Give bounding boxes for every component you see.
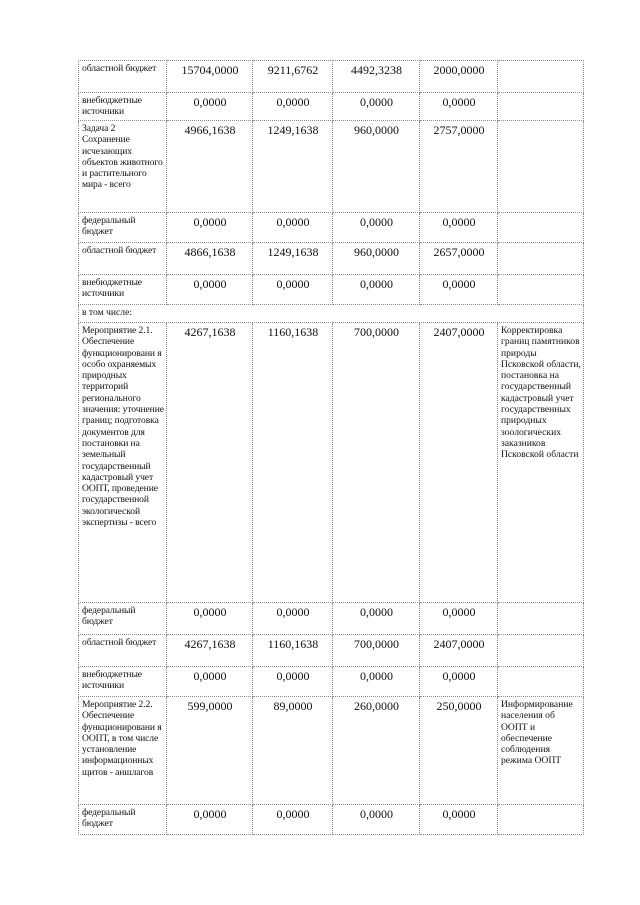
table-row (79, 121, 584, 213)
row-label: внебюджетные источники (79, 93, 167, 121)
value-total: 0,0000 (167, 603, 253, 635)
value-year-3: 0,0000 (420, 93, 498, 121)
row-note (498, 61, 584, 93)
value-year-2: 700,0000 (333, 635, 420, 667)
table-row (79, 243, 584, 275)
value-total: 0,0000 (167, 93, 253, 121)
value-year-2: 0,0000 (333, 805, 420, 835)
value-year-2: 0,0000 (333, 667, 420, 697)
value-year-3: 0,0000 (420, 275, 498, 305)
value-year-2: 700,0000 (333, 323, 420, 603)
value-year-3: 2757,0000 (420, 121, 498, 213)
row-label: Мероприятие 2.2. Обеспечение функционировани я ООПТ, в том числе установление информационных щитов - аншлагов (79, 697, 167, 805)
table-row (79, 697, 584, 805)
value-total: 599,0000 (167, 697, 253, 805)
table-row (79, 275, 584, 305)
value-total: 4866,1638 (167, 243, 253, 275)
row-note (498, 243, 584, 275)
row-note (498, 275, 584, 305)
value-total: 15704,0000 (167, 61, 253, 93)
value-year-2: 0,0000 (333, 275, 420, 305)
value-year-3: 2407,0000 (420, 323, 498, 603)
table-row (79, 635, 584, 667)
row-note (498, 635, 584, 667)
row-label: федеральный бюджет (79, 213, 167, 243)
table-row (79, 323, 584, 603)
value-total: 4966,1638 (167, 121, 253, 213)
value-year-3: 2407,0000 (420, 635, 498, 667)
value-total: 4267,1638 (167, 323, 253, 603)
row-note: Информирование населения об ООПТ и обеспечение соблюдения режима ООПТ (498, 697, 584, 805)
row-note (498, 667, 584, 697)
value-total: 0,0000 (167, 805, 253, 835)
row-note (498, 603, 584, 635)
value-total: 0,0000 (167, 275, 253, 305)
value-year-1: 89,0000 (253, 697, 333, 805)
value-year-3: 0,0000 (420, 213, 498, 243)
value-year-1: 0,0000 (253, 667, 333, 697)
value-year-1: 0,0000 (253, 93, 333, 121)
row-label: федеральный бюджет (79, 805, 167, 835)
value-year-3: 0,0000 (420, 667, 498, 697)
value-year-1: 0,0000 (253, 213, 333, 243)
table-row (79, 61, 584, 93)
row-note: Корректировка границ памятников природы Псковской области, постановка на государственный кадастровый учет государственных природных зоологических заказников Псковской области (498, 323, 584, 603)
row-label: областной бюджет (79, 61, 167, 93)
value-year-1: 9211,6762 (253, 61, 333, 93)
value-year-1: 1249,1638 (253, 121, 333, 213)
row-label: Задача 2 Сохранение исчезающих объектов животного и растительного мира - всего (79, 121, 167, 213)
budget-table (78, 60, 584, 835)
row-label: Мероприятие 2.1. Обеспечение функционировани я особо охраняемых природных территорий регионального значения: уточнение границ; подготовка документов для постановки на земельный государственный кадастровый учет ООПТ, проведение государственной экологической экспертизы - всего (79, 323, 167, 603)
row-label: областной бюджет (79, 635, 167, 667)
row-label: внебюджетные источники (79, 667, 167, 697)
value-year-3: 0,0000 (420, 805, 498, 835)
table-row (79, 603, 584, 635)
value-year-2: 260,0000 (333, 697, 420, 805)
section-subheading: в том числе: (79, 305, 584, 323)
row-label: областной бюджет (79, 243, 167, 275)
value-year-3: 2000,0000 (420, 61, 498, 93)
row-label: федеральный бюджет (79, 603, 167, 635)
row-note (498, 213, 584, 243)
value-year-3: 250,0000 (420, 697, 498, 805)
table-row (79, 805, 584, 835)
row-label: внебюджетные источники (79, 275, 167, 305)
value-year-2: 0,0000 (333, 93, 420, 121)
value-total: 4267,1638 (167, 635, 253, 667)
value-year-2: 4492,3238 (333, 61, 420, 93)
value-total: 0,0000 (167, 667, 253, 697)
row-note (498, 121, 584, 213)
value-year-1: 0,0000 (253, 275, 333, 305)
value-year-1: 1160,1638 (253, 323, 333, 603)
value-year-3: 2657,0000 (420, 243, 498, 275)
value-year-1: 0,0000 (253, 805, 333, 835)
table-row (79, 213, 584, 243)
value-year-1: 1160,1638 (253, 635, 333, 667)
table-row (79, 93, 584, 121)
row-note (498, 93, 584, 121)
value-year-2: 960,0000 (333, 121, 420, 213)
value-total: 0,0000 (167, 213, 253, 243)
value-year-1: 0,0000 (253, 603, 333, 635)
value-year-2: 0,0000 (333, 603, 420, 635)
table-row (79, 667, 584, 697)
value-year-2: 960,0000 (333, 243, 420, 275)
value-year-1: 1249,1638 (253, 243, 333, 275)
value-year-2: 0,0000 (333, 213, 420, 243)
value-year-3: 0,0000 (420, 603, 498, 635)
row-note (498, 805, 584, 835)
table-row (79, 305, 584, 323)
